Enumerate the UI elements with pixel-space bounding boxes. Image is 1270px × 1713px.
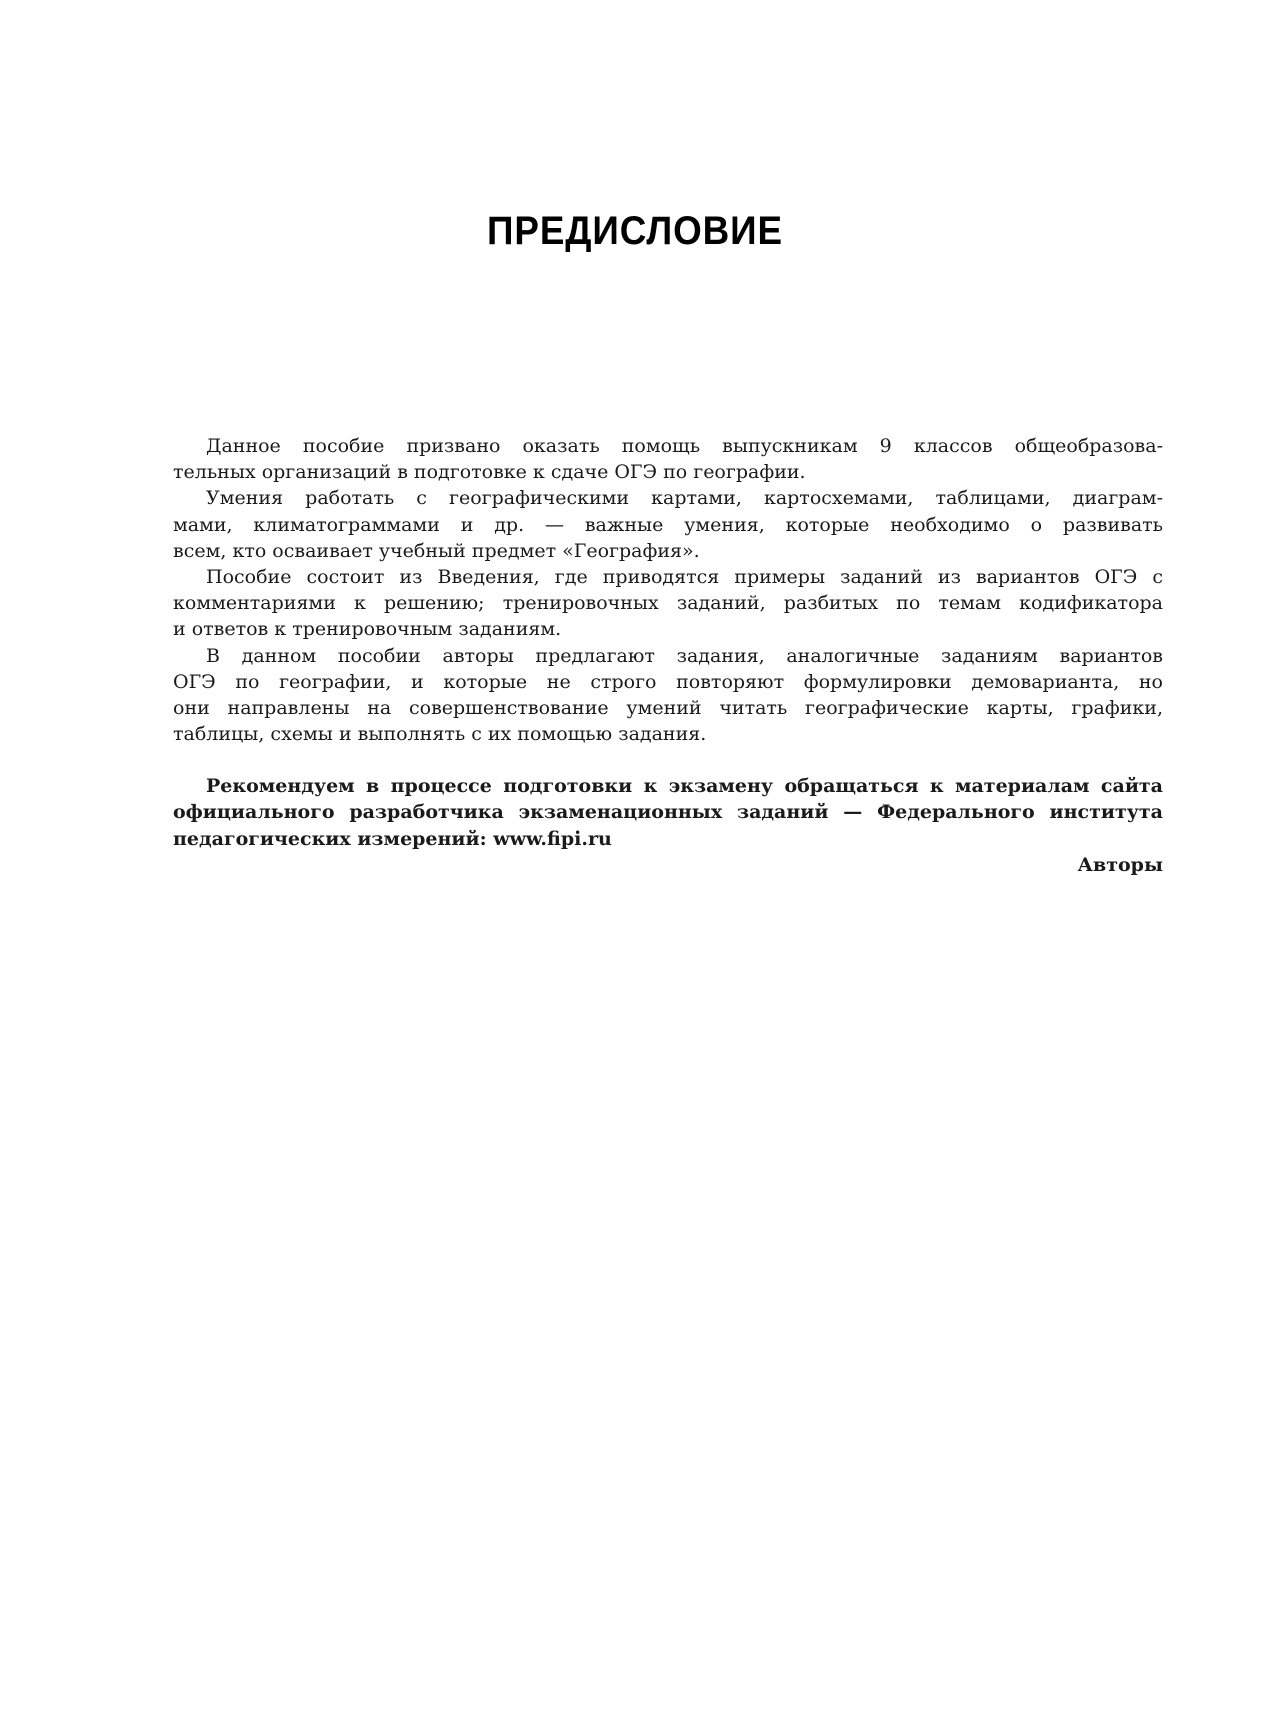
text-line: всем, кто осваивает учебный предмет «География». — [173, 539, 700, 562]
text-line: Данное пособие призвано оказать помощь выпускникам 9 классов общеобразова- — [206, 435, 1163, 457]
page-title: ПРЕДИСЛОВИЕ — [486, 208, 784, 253]
paragraph-skills — [173, 485, 1163, 564]
recommendation-paragraph — [173, 773, 1163, 852]
preface-body — [173, 433, 1163, 878]
text-line: тельных организаций в подготовке к сдаче ОГЭ по географии. — [173, 461, 806, 484]
paragraph-structure — [173, 564, 1163, 643]
text-line: В данном пособии авторы предлагают задания, аналогичные заданиям вариантов — [206, 644, 1163, 667]
paragraph-tasks — [173, 643, 1163, 748]
signature-authors: Авторы — [1077, 853, 1163, 876]
text-line: официального разработчика экзаменационных заданий — Федерального института — [173, 801, 1163, 824]
text-line: ОГЭ по географии, и которые не строго повторяют формулировки демоварианта, но — [173, 670, 1163, 693]
text-line: таблицы, схемы и выполнять с их помощью задания. — [173, 723, 707, 746]
text-line: Пособие состоит из Введения, где приводятся примеры заданий из вариантов ОГЭ с — [206, 565, 1163, 588]
text-line: комментариями к решению; тренировочных заданий, разбитых по темам кодификатора — [173, 592, 1163, 615]
text-line: педагогических измерений: www.fipi.ru — [173, 827, 612, 850]
text-line: Рекомендуем в процессе подготовки к экзамену обращаться к материалам сайта — [206, 775, 1163, 798]
text-line: и ответов к тренировочным заданиям. — [173, 618, 562, 641]
paragraph-spacer — [173, 747, 1163, 773]
text-line: Умения работать с географическими картами, картосхемами, таблицами, диаграм- — [206, 487, 1163, 510]
paragraph-intro — [173, 433, 1163, 485]
text-line: мами, климатограммами и др. — важные умения, которые необходимо о развивать — [173, 513, 1163, 536]
text-line: они направлены на совершенствование умений читать географические карты, графики, — [173, 696, 1163, 719]
